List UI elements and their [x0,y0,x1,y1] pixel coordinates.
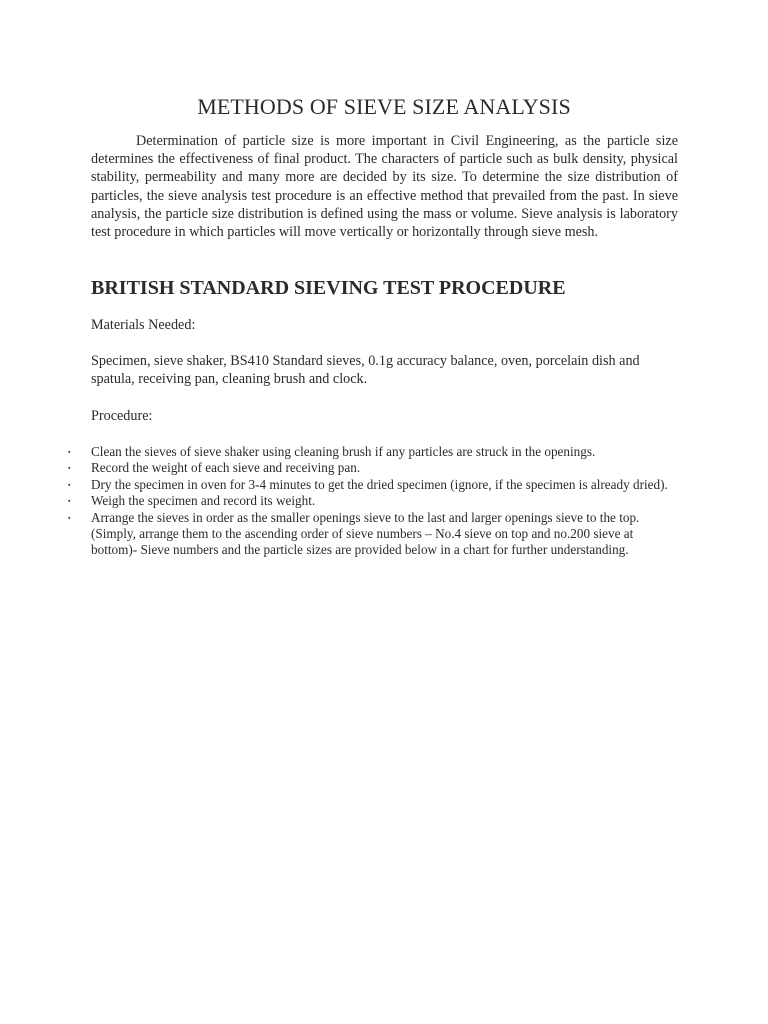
procedure-step [68,493,671,509]
materials-text: Specimen, sieve shaker, BS410 Standard sieves, 0.1g accuracy balance, oven, porcelain dish and spatula, receiving pan, cleaning brush and clock. [91,353,640,388]
procedure-step [68,460,671,476]
procedure-step [68,444,671,460]
bullet-icon: ▪ [68,513,71,522]
procedure-step [68,476,671,493]
bullet-icon: ▪ [68,497,71,506]
bullet-icon: ▪ [68,464,71,473]
procedure-step-text: Clean the sieves of sieve shaker using cleaning brush if any particles are struck in the openings. [91,444,596,459]
procedure-steps-list [68,444,671,559]
procedure-label: Procedure: [91,408,153,424]
procedure-step-text: Dry the specimen in oven for 3-4 minutes to get the dried specimen (ignore, if the specimen is already dried). [91,476,668,492]
bullet-icon: ▪ [68,448,71,456]
section-heading: BRITISH STANDARD SIEVING TEST PROCEDURE [91,277,566,299]
materials-label: Materials Needed: [91,317,196,333]
procedure-step-text: Arrange the sieves in order as the smaller openings sieve to the last and larger openings sieve to the top. (Simply, arrange them to the ascending order of sieve numbers – No.4 sieve on top and no.200 sieve at bottom)- Sieve numbers and the particle sizes are provided below in a chart for further understanding. [91,509,640,558]
procedure-step-text: Record the weight of each sieve and receiving pan. [91,460,361,476]
procedure-step [68,509,671,559]
document-title: METHODS OF SIEVE SIZE ANALYSIS [197,94,571,119]
intro-paragraph: Determination of particle size is more important in Civil Engineering, as the particle size determines the effectiveness of final product. The characters of particle such as bulk density, physical stability, permeability and many more are decided by its size. To determine the size distribution of particles, the sieve analysis test procedure is an effective method that prevailed from the past. In sieve analysis, the particle size distribution is defined using the mass or volume. Sieve analysis is laboratory test procedure in which particles will move vertically or horizontally through sieve mesh. [91,133,678,241]
bullet-icon: ▪ [68,480,71,489]
procedure-step-text: Weigh the specimen and record its weight. [91,493,316,509]
